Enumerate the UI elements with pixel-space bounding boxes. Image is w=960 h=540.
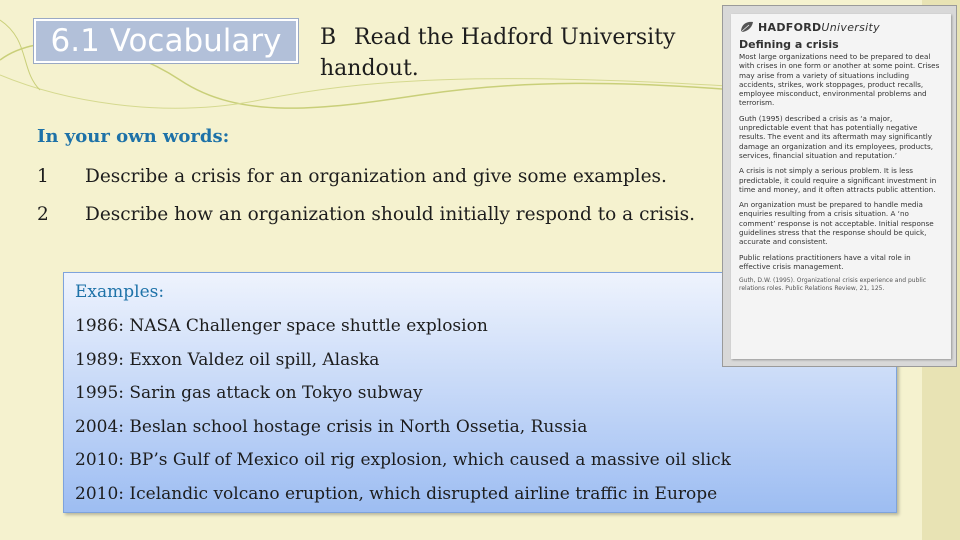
handout-paragraph: A crisis is not simply a serious problem. It is less predictable, it could require a significant investment in time and money, and it often attracts public attention. <box>739 166 937 194</box>
question-number: 1 <box>37 166 49 187</box>
handout-paragraph: Most large organizations need to be prepared to deal with crises in one form or another at some point. Crises may arise from a variety of situations including accidents, strikes, work stoppages, product recalls, employee misconduct, environmental problems and terrorism. <box>739 52 940 108</box>
section-letter: B <box>320 25 337 50</box>
question-item <box>37 201 727 228</box>
leaf-icon <box>739 20 755 34</box>
question-number: 2 <box>37 204 49 225</box>
example-item: 1986: NASA Challenger space shuttle explosion <box>75 316 488 336</box>
question-text: Describe how an organization should initially respond to a crisis. <box>85 204 695 225</box>
handout-page <box>731 14 951 359</box>
logo-text: HADFORDUniversity <box>758 20 880 34</box>
section-heading <box>320 22 720 84</box>
example-item: 2004: Beslan school hostage crisis in North Ossetia, Russia <box>75 416 588 437</box>
example-item: 1995: Sarin gas attack on Tokyo subway <box>75 383 423 403</box>
handout-image <box>722 5 957 367</box>
slide-title: 6.1 Vocabulary <box>34 19 298 63</box>
handout-paragraph: Public relations practitioners have a vital role in effective crisis management. <box>739 252 911 271</box>
example-item: 1989: Exxon Valdez oil spill, Alaska <box>75 349 380 370</box>
section-heading-text: Read the Hadford University handout. <box>320 25 676 81</box>
handout-title: Defining a crisis <box>739 38 839 51</box>
handout-paragraph: Guth (1995) described a crisis as ‘a major, unpredictable event that has potentially negative results. The event and its aftermath may significantly damage an organization and its employees, products, services, financial situation and reputation.’ <box>739 113 933 160</box>
handout-reference: Guth, D.W. (1995). Organizational crisis experience and public relations roles. Public Relations Review, 21, 125. <box>739 277 927 293</box>
example-item: 2010: Icelandic volcano eruption, which disrupted airline traffic in Europe <box>75 483 718 504</box>
university-logo <box>739 20 943 34</box>
example-item: 2010: BP’s Gulf of Mexico oil rig explosion, which caused a massive oil slick <box>75 450 731 470</box>
question-text: Describe a crisis for an organization and give some examples. <box>85 166 667 187</box>
handout-paragraph: An organization must be prepared to handle media enquiries resulting from a crisis situation. A ‘no comment’ response is not acceptable. Initial response guidelines stress that the response should be quick, accurate and consistent. <box>739 200 934 247</box>
examples-label: Examples: <box>75 282 165 302</box>
question-item <box>37 163 727 190</box>
instruction-subheading: In your own words: <box>37 126 230 147</box>
